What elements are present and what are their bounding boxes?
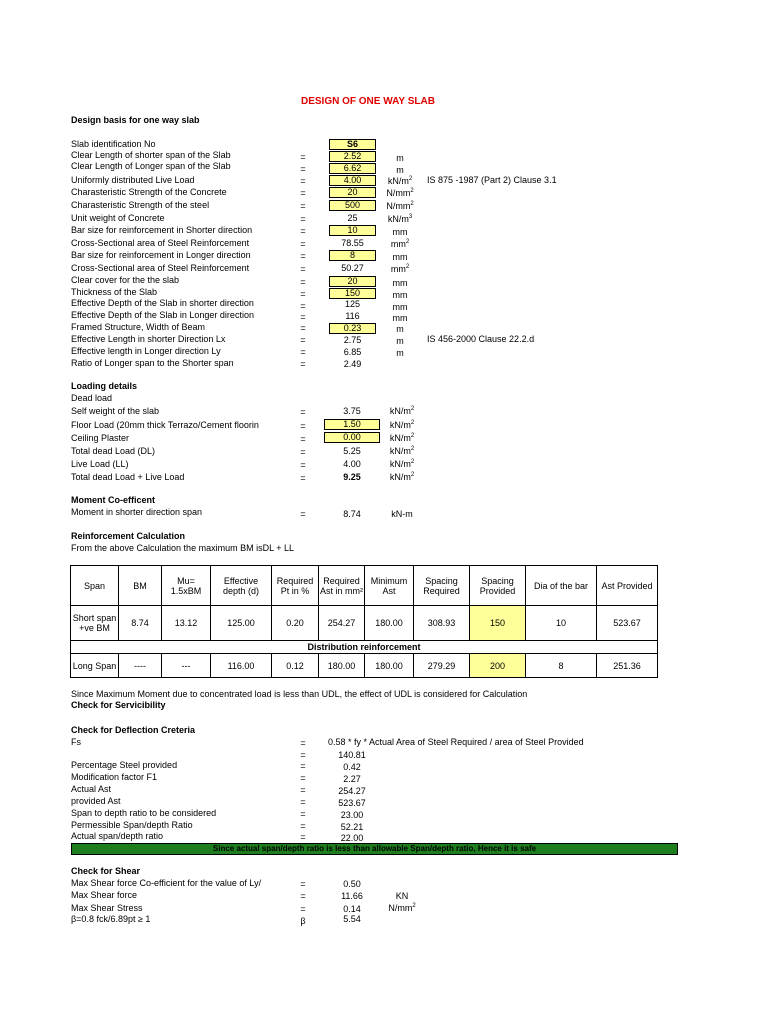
unit-label: $kN/m^2$ [389, 446, 415, 456]
table-cell: Short span +ve BM [71, 606, 119, 641]
unit-label: $kN/m^2$ [387, 176, 413, 186]
design-basis-heading: Design basis for one way slab [71, 115, 200, 125]
unit-label: mm [392, 290, 408, 300]
self-weight-value: 3.75 [343, 406, 361, 416]
beam-width-input[interactable]: 0.23 [329, 323, 376, 334]
equals-sign: = [300, 509, 306, 519]
header-cell: Required Pt in % [272, 566, 319, 606]
clear-cover-input[interactable]: 20 [329, 276, 376, 287]
unit-label: mm [392, 302, 408, 312]
shorter-span-input[interactable]: 2.52 [329, 151, 376, 162]
unit-label: $N/mm^2$ [386, 188, 414, 198]
ceiling-plaster-label: Ceiling Plaster [71, 433, 130, 443]
span-ratio-value: 2.49 [343, 359, 362, 369]
table-cell: 8.74 [119, 606, 162, 641]
equals-sign: = [300, 176, 306, 186]
table-cell: 0.20 [272, 606, 319, 641]
equals-sign: = [300, 226, 306, 236]
unit-label: $mm^2$ [390, 239, 410, 249]
modification-factor-label: Modification factor F1 [71, 772, 158, 782]
concrete-strength-input[interactable]: 20 [329, 187, 376, 198]
equals-sign: = [300, 289, 306, 299]
table-cell: Long Span [71, 654, 119, 678]
equals-sign: = [300, 821, 306, 831]
table-cell: 279.29 [414, 654, 470, 678]
fs-value: 140.81 [338, 750, 366, 760]
loading-heading: Loading details [71, 381, 138, 391]
table-row [71, 606, 658, 641]
moment-value: 8.74 [343, 509, 361, 519]
table-cell: 125.00 [211, 606, 272, 641]
table-cell: --- [162, 654, 211, 678]
actual-ratio-label: Actual span/depth ratio [71, 831, 164, 841]
effective-depth-shorter-label: Effective Depth of the Slab in shorter direction [71, 298, 254, 308]
equals-sign: = [300, 335, 306, 345]
slab-thickness-input[interactable]: 150 [329, 288, 376, 299]
unit-label: m [396, 348, 404, 358]
equals-sign: = [300, 761, 306, 771]
total-dead-load-value: 5.25 [343, 446, 361, 456]
equals-sign: = [300, 359, 306, 369]
unit-label: mm [392, 313, 408, 323]
equals-sign: = [300, 750, 306, 760]
serviceability-heading: Check for Servicibility [71, 700, 166, 710]
unit-label: m [396, 165, 404, 175]
concrete-unit-weight-label: Unit weight of Concrete [71, 213, 165, 223]
beta-value: 5.54 [343, 914, 361, 924]
equals-sign: = [300, 879, 306, 889]
steel-area-shorter-label: Cross-Sectional area of Steel Reinforcement [71, 238, 250, 248]
percentage-steel-label: Percentage Steel provided [71, 760, 178, 770]
effective-length-shorter-label: Effective Length in shorter Direction Lx [71, 334, 226, 344]
fs-label: Fs [71, 737, 81, 747]
span-depth-considered-value: 23.00 [340, 810, 364, 820]
equals-sign: = [300, 239, 306, 249]
unit-label: $N/mm^2$ [388, 903, 416, 913]
unit-label: $kN/m^2$ [389, 406, 415, 416]
shorter-span-label: Clear Length of shorter span of the Slab [71, 150, 231, 160]
equals-sign: = [300, 323, 306, 333]
equals-sign: = [300, 738, 306, 748]
spacing-provided-input[interactable]: 200 [470, 654, 526, 678]
shear-heading: Check for Shear [71, 866, 141, 876]
effective-length-shorter-value: 2.75 [343, 335, 362, 345]
equals-sign: = [300, 152, 306, 162]
equals-sign: = [300, 797, 306, 807]
reinforcement-table [70, 565, 658, 678]
unit-label: $N/mm^2$ [386, 201, 414, 211]
equals-sign: = [300, 891, 306, 901]
bar-size-shorter-input[interactable]: 10 [329, 225, 376, 236]
span-depth-considered-label: Span to depth ratio to be considered [71, 808, 217, 818]
equals-sign: = [300, 347, 306, 357]
table-cell: 308.93 [414, 606, 470, 641]
page-title: DESIGN OF ONE WAY SLAB [301, 96, 435, 107]
fs-formula: 0.58 * fy * Actual Area of Steel Required / area of Steel Provided [328, 737, 584, 747]
unit-label: kN-m [391, 509, 413, 519]
unit-label: m [396, 324, 404, 334]
table-cell: 251.36 [597, 654, 658, 678]
beta-symbol: β [300, 916, 306, 926]
floor-load-label: Floor Load (20mm thick Terrazo/Cement floorin [71, 420, 259, 430]
effective-depth-longer-label: Effective Depth of the Slab in Longer direction [71, 310, 254, 320]
equals-sign: = [300, 904, 306, 914]
safe-status-banner: Since actual span/depth ratio is less than allowable Span/depth ratio, Hence it is safe [71, 843, 678, 855]
table-cell: 13.12 [162, 606, 211, 641]
permissible-ratio-value: 52.21 [340, 822, 364, 832]
table-cell: 180.00 [365, 654, 414, 678]
bar-size-longer-label: Bar size for reinforcement in Longer direction [71, 250, 251, 260]
effective-length-longer-value: 6.85 [343, 347, 362, 357]
distribution-reinforcement-label: Distribution reinforcement [71, 641, 658, 654]
effective-length-longer-label: Effective length in Longer direction Ly [71, 346, 221, 356]
reinforcement-subheading: From the above Calculation the maximum BM isDL + LL [71, 543, 295, 553]
code-reference-note: IS 875 -1987 (Part 2) Clause 3.1 [427, 175, 557, 185]
ceiling-plaster-input[interactable]: 0.00 [324, 432, 380, 443]
clear-cover-label: Clear cover for the the slab [71, 275, 180, 285]
unit-label: mm [392, 227, 408, 237]
max-shear-force-value: 11.66 [341, 891, 363, 901]
table-cell: 8 [526, 654, 597, 678]
slab-thickness-label: Thickness of the Slab [71, 287, 158, 297]
bar-size-longer-input[interactable]: 8 [329, 250, 376, 261]
concrete-unit-weight-value: 25 [347, 213, 358, 223]
shear-coefficient-label: Max Shear force Co-efficient for the value of Ly/ [71, 878, 262, 888]
equals-sign: = [300, 460, 306, 470]
reinforcement-heading: Reinforcement Calculation [71, 531, 186, 541]
concrete-strength-label: Charasteristic Strength of the Concrete [71, 187, 227, 197]
header-cell: Effective depth (d) [211, 566, 272, 606]
max-shear-stress-label: Max Shear Stress [71, 903, 143, 913]
spacing-provided-input[interactable]: 150 [470, 606, 526, 641]
code-reference-note: IS 456-2000 Clause 22.2.d [427, 334, 535, 344]
table-cell: ---- [119, 654, 162, 678]
table-cell: 180.00 [365, 606, 414, 641]
table-header-row [71, 566, 658, 606]
moment-label: Moment in shorter direction span [71, 507, 203, 517]
equals-sign: = [300, 421, 306, 431]
equals-sign: = [300, 277, 306, 287]
header-cell: Ast Provided [597, 566, 658, 606]
unit-label: m [396, 153, 404, 163]
bar-size-shorter-label: Bar size for reinforcement in Shorter direction [71, 225, 253, 235]
table-cell: 0.12 [272, 654, 319, 678]
unit-label: $kN/m^2$ [389, 459, 415, 469]
actual-ratio-value: 22.00 [340, 833, 364, 843]
live-load-label: Uniformly distributed Live Load [71, 175, 195, 185]
longer-span-label: Clear Length of Longer span of the Slab [71, 161, 231, 171]
unit-label: $kN/m^3$ [387, 214, 413, 224]
slab-id-label: Slab identification No [71, 139, 156, 149]
unit-label: mm [392, 252, 408, 262]
header-cell: BM [119, 566, 162, 606]
header-cell: Mu= 1.5xBM [162, 566, 211, 606]
steel-strength-label: Charasteristic Strength of the steel [71, 200, 210, 210]
max-shear-stress-value: 0.14 [343, 904, 361, 914]
table-row [71, 654, 658, 678]
unit-label: $kN/m^2$ [389, 433, 415, 443]
total-dead-load-label: Total dead Load (DL) [71, 446, 156, 456]
live-load-total-label: Live Load (LL) [71, 459, 129, 469]
total-load-label: Total dead Load + Live Load [71, 472, 185, 482]
equals-sign: = [300, 773, 306, 783]
header-cell: Required Ast in mm² [319, 566, 365, 606]
provided-ast-value: 523.67 [338, 798, 366, 808]
equals-sign: = [300, 312, 306, 322]
live-load-total-value: 4.00 [343, 459, 361, 469]
equals-sign: = [300, 201, 306, 211]
unit-label: $kN/m^2$ [389, 420, 415, 430]
steel-area-shorter-value: 78.55 [341, 238, 364, 248]
steel-area-longer-value: 50.27 [341, 263, 364, 273]
equals-sign: = [300, 832, 306, 842]
equals-sign: = [300, 188, 306, 198]
dead-load-label: Dead load [71, 393, 113, 403]
table-cell: 180.00 [319, 654, 365, 678]
effective-depth-longer-value: 116 [345, 311, 360, 321]
actual-ast-label: Actual Ast [71, 784, 112, 794]
floor-load-input[interactable]: 1.50 [324, 419, 380, 430]
beta-label: β=0.8 fck/6.89pt ≥ 1 [71, 914, 151, 924]
unit-label: $mm^2$ [390, 264, 410, 274]
table-cell: 254.27 [319, 606, 365, 641]
longer-span-input[interactable]: 6.62 [329, 163, 376, 174]
equals-sign: = [300, 407, 306, 417]
equals-sign: = [300, 251, 306, 261]
table-cell: 523.67 [597, 606, 658, 641]
moment-heading: Moment Co-efficent [71, 495, 155, 505]
max-shear-force-label: Max Shear force [71, 890, 138, 900]
live-load-input[interactable]: 4.00 [329, 175, 376, 186]
equals-sign: = [300, 473, 306, 483]
unit-label: m [396, 336, 404, 346]
equals-sign: = [300, 214, 306, 224]
slab-id-input[interactable]: S6 [329, 139, 376, 150]
header-cell: Span [71, 566, 119, 606]
unit-label: KN [395, 891, 409, 901]
steel-strength-input[interactable]: 500 [329, 200, 376, 211]
steel-area-longer-label: Cross-Sectional area of Steel Reinforcement [71, 263, 250, 273]
span-ratio-label: Ratio of Longer span to the Shorter span [71, 358, 234, 368]
shear-coefficient-value: 0.50 [343, 879, 361, 889]
actual-ast-value: 254.27 [338, 786, 366, 796]
equals-sign: = [300, 447, 306, 457]
equals-sign: = [300, 164, 306, 174]
header-cell: Spacing Provided [470, 566, 526, 606]
self-weight-label: Self weight of the slab [71, 406, 160, 416]
header-cell: Dia of the bar [526, 566, 597, 606]
table-cell: 116.00 [211, 654, 272, 678]
distribution-header-row [71, 641, 658, 654]
header-cell: Minimum Ast [365, 566, 414, 606]
equals-sign: = [300, 434, 306, 444]
percentage-steel-value: 0.42 [343, 762, 361, 772]
beam-width-label: Framed Structure, Width of Beam [71, 322, 206, 332]
table-cell: 10 [526, 606, 597, 641]
deflection-heading: Check for Deflection Creteria [71, 725, 196, 735]
permissible-ratio-label: Permessible Span/depth Ratio [71, 820, 193, 830]
provided-ast-label: provided Ast [71, 796, 121, 806]
equals-sign: = [300, 809, 306, 819]
unit-label: $kN/m^2$ [389, 472, 415, 482]
udl-note: Since Maximum Moment due to concentrated load is less than UDL, the effect of UDL is considered for Calculation [71, 689, 528, 699]
total-load-value: 9.25 [343, 472, 361, 482]
equals-sign: = [300, 301, 306, 311]
unit-label: mm [392, 278, 408, 288]
equals-sign: = [300, 785, 306, 795]
effective-depth-shorter-value: 125 [344, 299, 361, 309]
header-cell: Spacing Required [414, 566, 470, 606]
modification-factor-value: 2.27 [343, 774, 361, 784]
equals-sign: = [300, 264, 306, 274]
